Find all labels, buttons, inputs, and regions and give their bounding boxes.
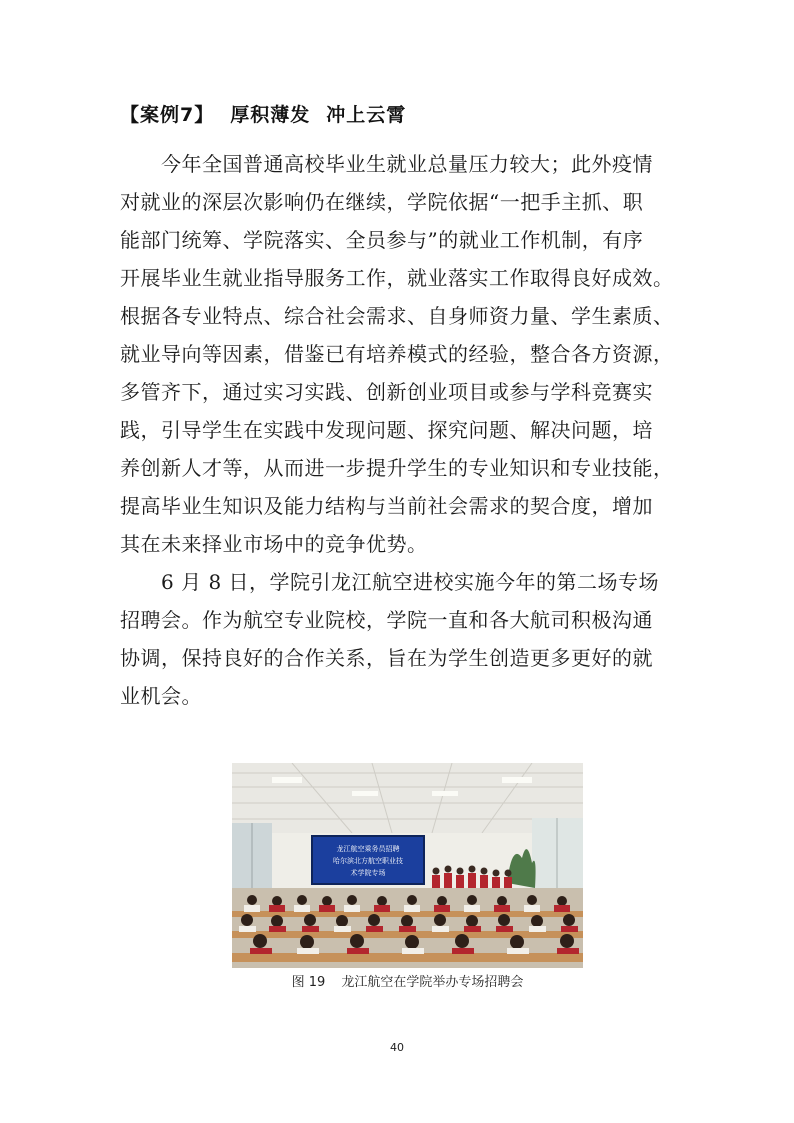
figure-caption-text: 龙江航空在学院举办专场招聘会 [341,975,524,990]
body-line: 今年全国普通高校毕业生就业总量压力较大；此外疫情 [120,152,653,176]
body-line: 其在未来择业市场中的竞争优势。 [120,532,428,556]
body-line: 业机会。 [120,684,202,708]
figure-number: 图 19 [291,975,326,990]
body-line: 能部门统筹、学院落实、全员参与”的就业工作机制，有序 [120,228,644,252]
screen-line-1: 龙江航空乘务员招聘 [336,845,400,853]
body-line: 多管齐下，通过实习实践、创新创业项目或参与学科竞赛实 [120,380,653,404]
body-line: 招聘会。作为航空专业院校，学院一直和各大航司积极沟通 [120,608,653,632]
body-line: 养创新人才等，从而进一步提升学生的专业知识和专业技能， [120,456,674,480]
recruitment-photo-illustration [232,763,583,968]
case-heading-title-part1: 厚积薄发 [230,104,311,126]
body-line: 协调，保持良好的合作关系，旨在为学生创造更多更好的就 [120,646,653,670]
figure-caption [232,971,583,990]
body-line: 践，引导学生在实践中发现问题、探究问题、解决问题，培 [120,418,653,442]
case-heading [120,100,406,127]
body-line: 6 月 8 日，学院引龙江航空进校实施今年的第二场专场 [120,570,660,594]
body-line: 提高毕业生知识及能力结构与当前社会需求的契合度，增加 [120,494,653,518]
body-line: 根据各专业特点、综合社会需求、自身师资力量、学生素质、 [120,304,674,328]
screen-line-3: 术学院专场 [350,869,386,877]
body-line: 就业导向等因素，借鉴已有培养模式的经验，整合各方资源， [120,342,674,366]
screen-line-2: 哈尔滨北方航空职业技 [333,857,403,865]
recruitment-photo [232,763,583,968]
body-line: 对就业的深层次影响仍在继续，学院依据“一把手主抓、职 [120,190,644,214]
body-line: 开展毕业生就业指导服务工作，就业落实工作取得良好成效。 [120,266,674,290]
case-heading-title-part2: 冲上云霄 [326,104,407,126]
page-number: 40 [390,1041,404,1054]
case-heading-label: 【案例7】 [120,104,215,126]
